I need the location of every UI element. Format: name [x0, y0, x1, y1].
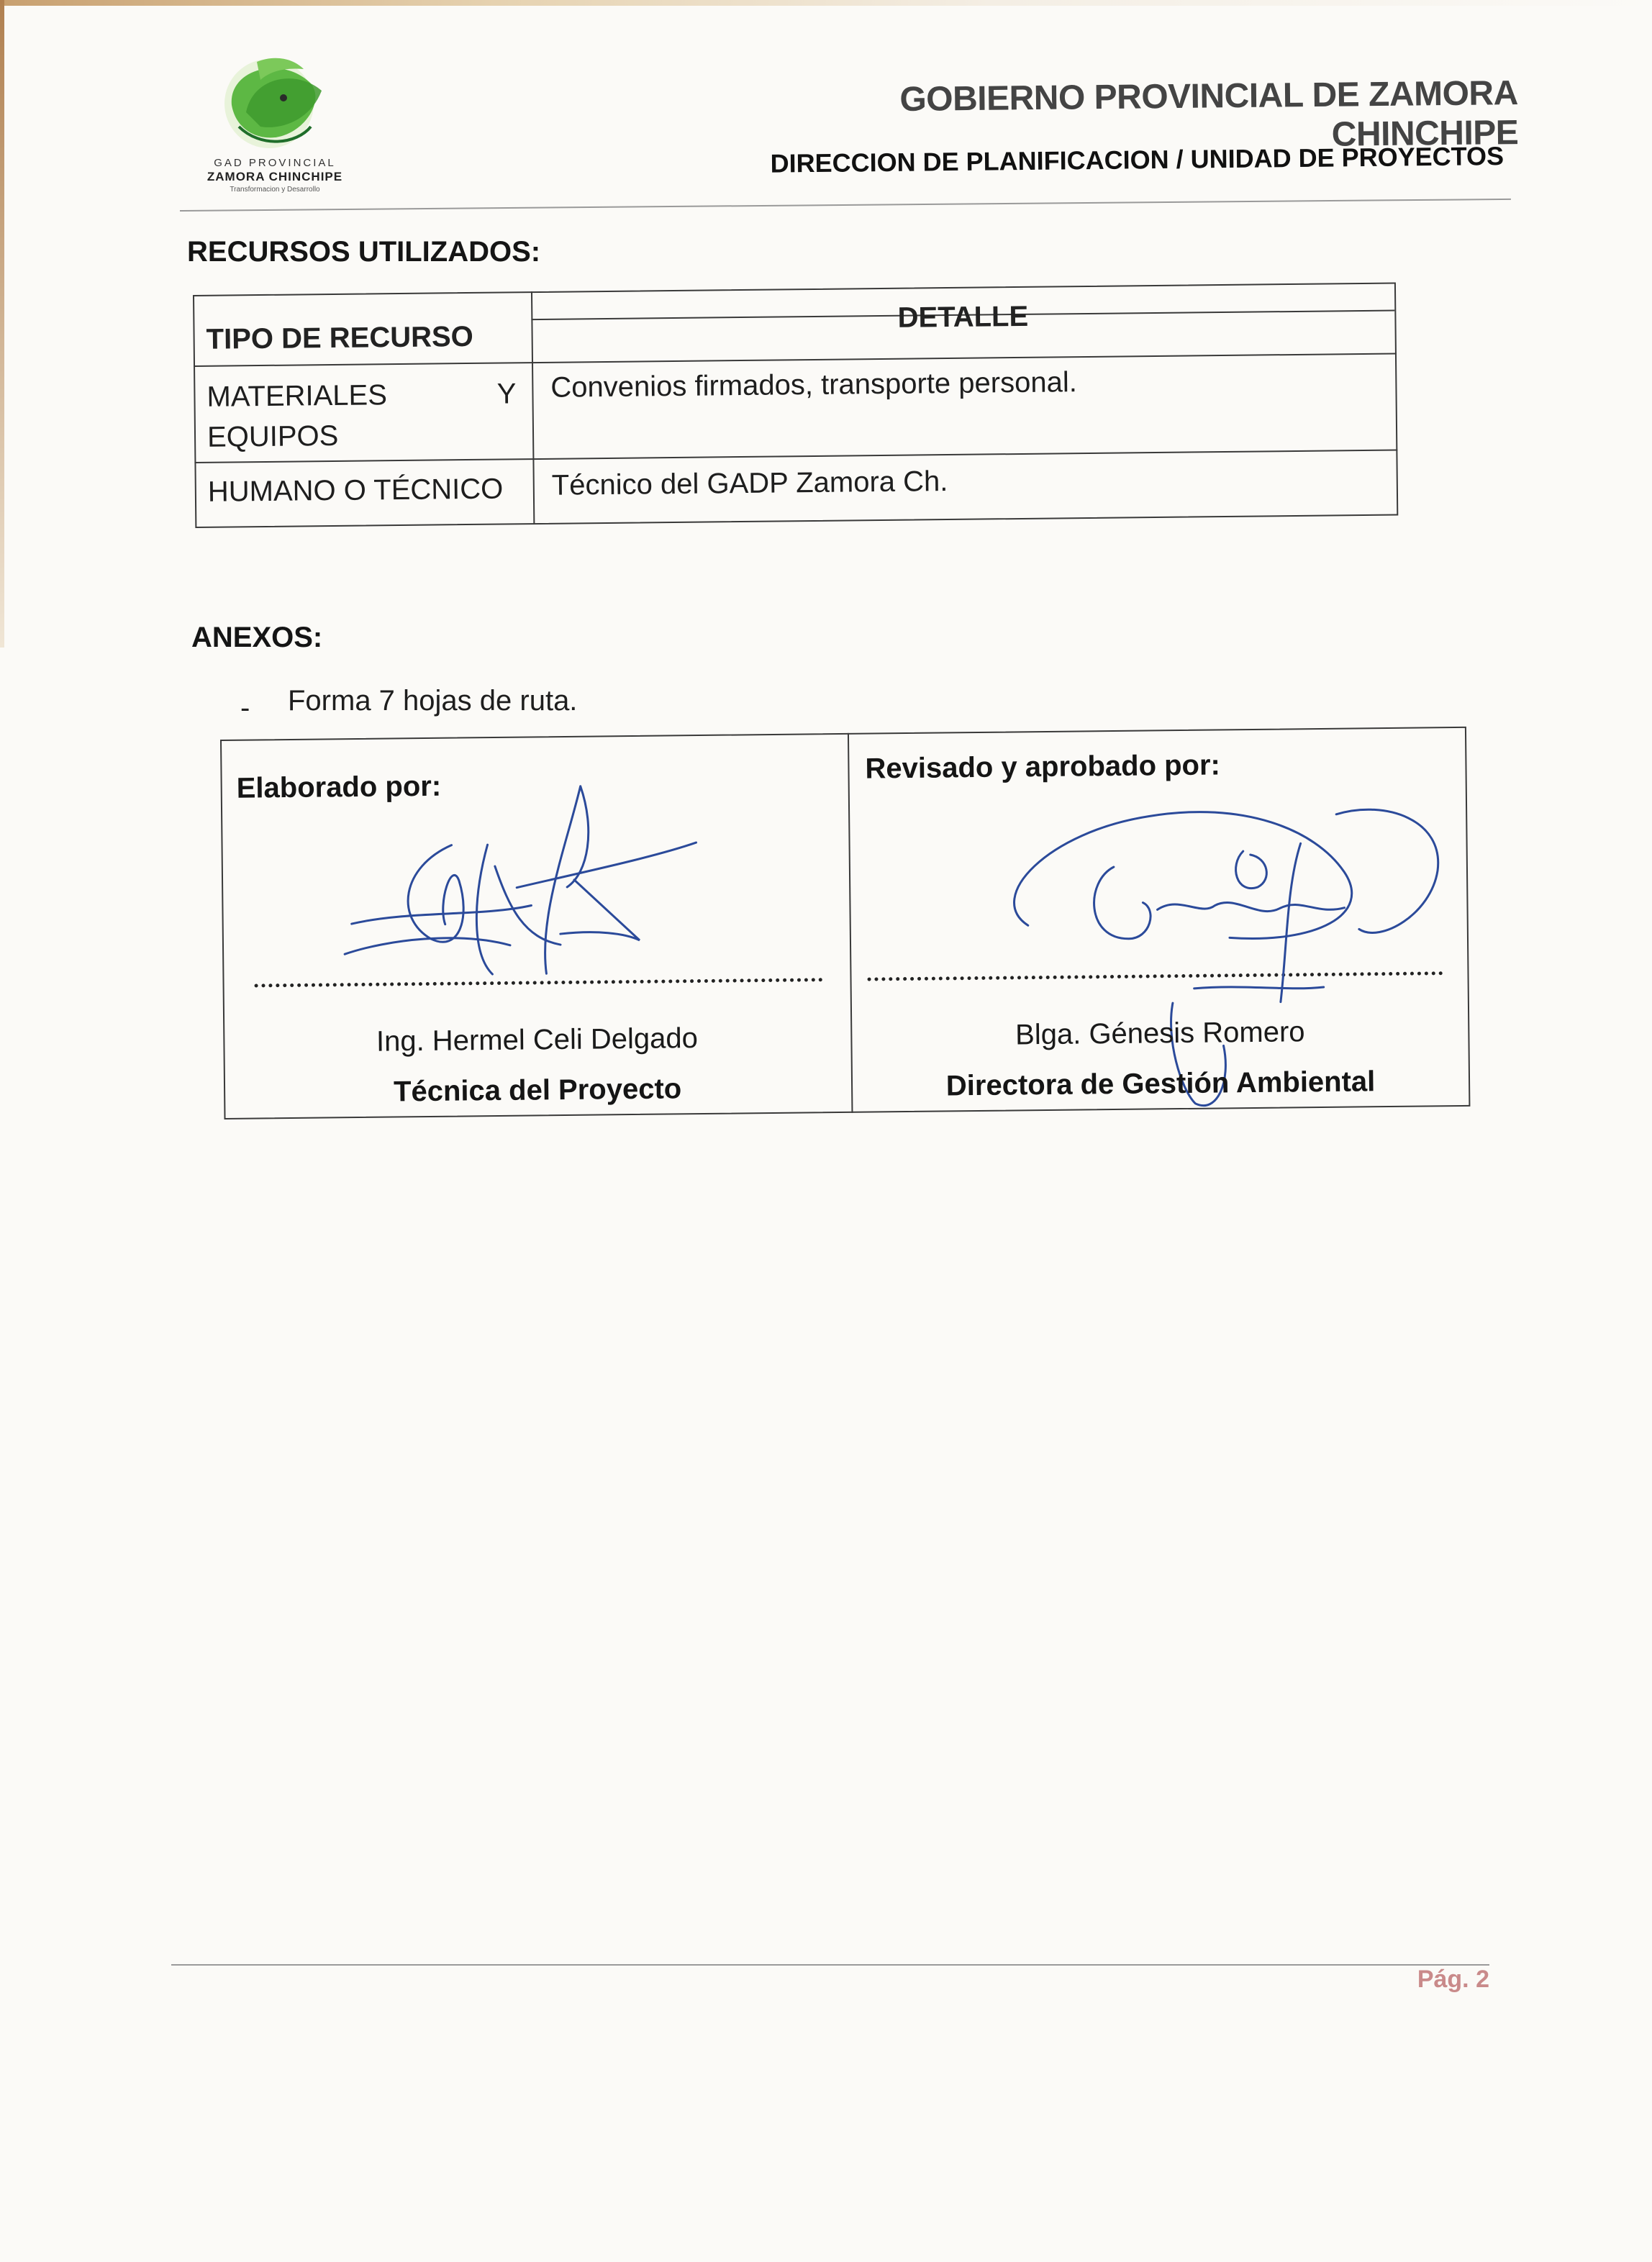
header-divider: [180, 199, 1511, 212]
anexos-title: ANEXOS:: [191, 622, 323, 653]
resources-table: [193, 282, 1398, 527]
list-bullet: -: [240, 692, 250, 724]
aprobado-heading: Revisado y aprobado por:: [865, 749, 1221, 785]
signer-role-right: Directora de Gestión Ambiental: [945, 1066, 1376, 1102]
table-cell-tipo-continued: EQUIPOS: [206, 419, 339, 453]
signature-right-icon: [220, 727, 1470, 1119]
table-cell-detalle: Técnico del GADP Zamora Ch.: [551, 465, 948, 501]
table-cell-tipo: [206, 378, 516, 414]
signer-name-left: Ing. Hermel Celi Delgado: [376, 1022, 699, 1058]
header-subtitle: DIRECCION DE PLANIFICACION / UNIDAD DE PROYECTOS: [770, 141, 1504, 178]
cell-text: Y: [496, 378, 517, 410]
header-title: GOBIERNO PROVINCIAL DE ZAMORA CHINCHIPE: [899, 74, 1519, 154]
list-item: Forma 7 hojas de ruta.: [288, 685, 578, 717]
signature-table: [220, 727, 1470, 1119]
logo-caption-top: GAD PROVINCIAL: [214, 157, 336, 169]
elaborado-heading: Elaborado por:: [236, 770, 442, 804]
paper-edge-left: [0, 0, 4, 648]
table-cell-tipo: HUMANO O TÉCNICO: [207, 473, 504, 508]
column-header-detalle: DETALLE: [897, 300, 1029, 334]
table-cell-detalle: Convenios firmados, transporte personal.: [550, 366, 1078, 404]
logo-caption-tagline: Transformacion y Desarrollo: [230, 186, 320, 194]
logo-emblem-icon: [203, 47, 347, 155]
gad-logo: [189, 47, 361, 206]
paper-edge-top: [0, 0, 1652, 6]
recursos-title: RECURSOS UTILIZADOS:: [187, 236, 541, 268]
cell-text: MATERIALES: [206, 379, 388, 413]
logo-caption-name: ZAMORA CHINCHIPE: [206, 170, 343, 183]
page-number: Pág. 2: [1417, 1966, 1489, 1993]
signer-role-left: Técnica del Proyecto: [393, 1073, 682, 1108]
footer-divider: [171, 1964, 1489, 1966]
column-header-tipo: TIPO DE RECURSO: [206, 320, 474, 355]
signer-name-right: Blga. Génesis Romero: [1015, 1016, 1305, 1051]
